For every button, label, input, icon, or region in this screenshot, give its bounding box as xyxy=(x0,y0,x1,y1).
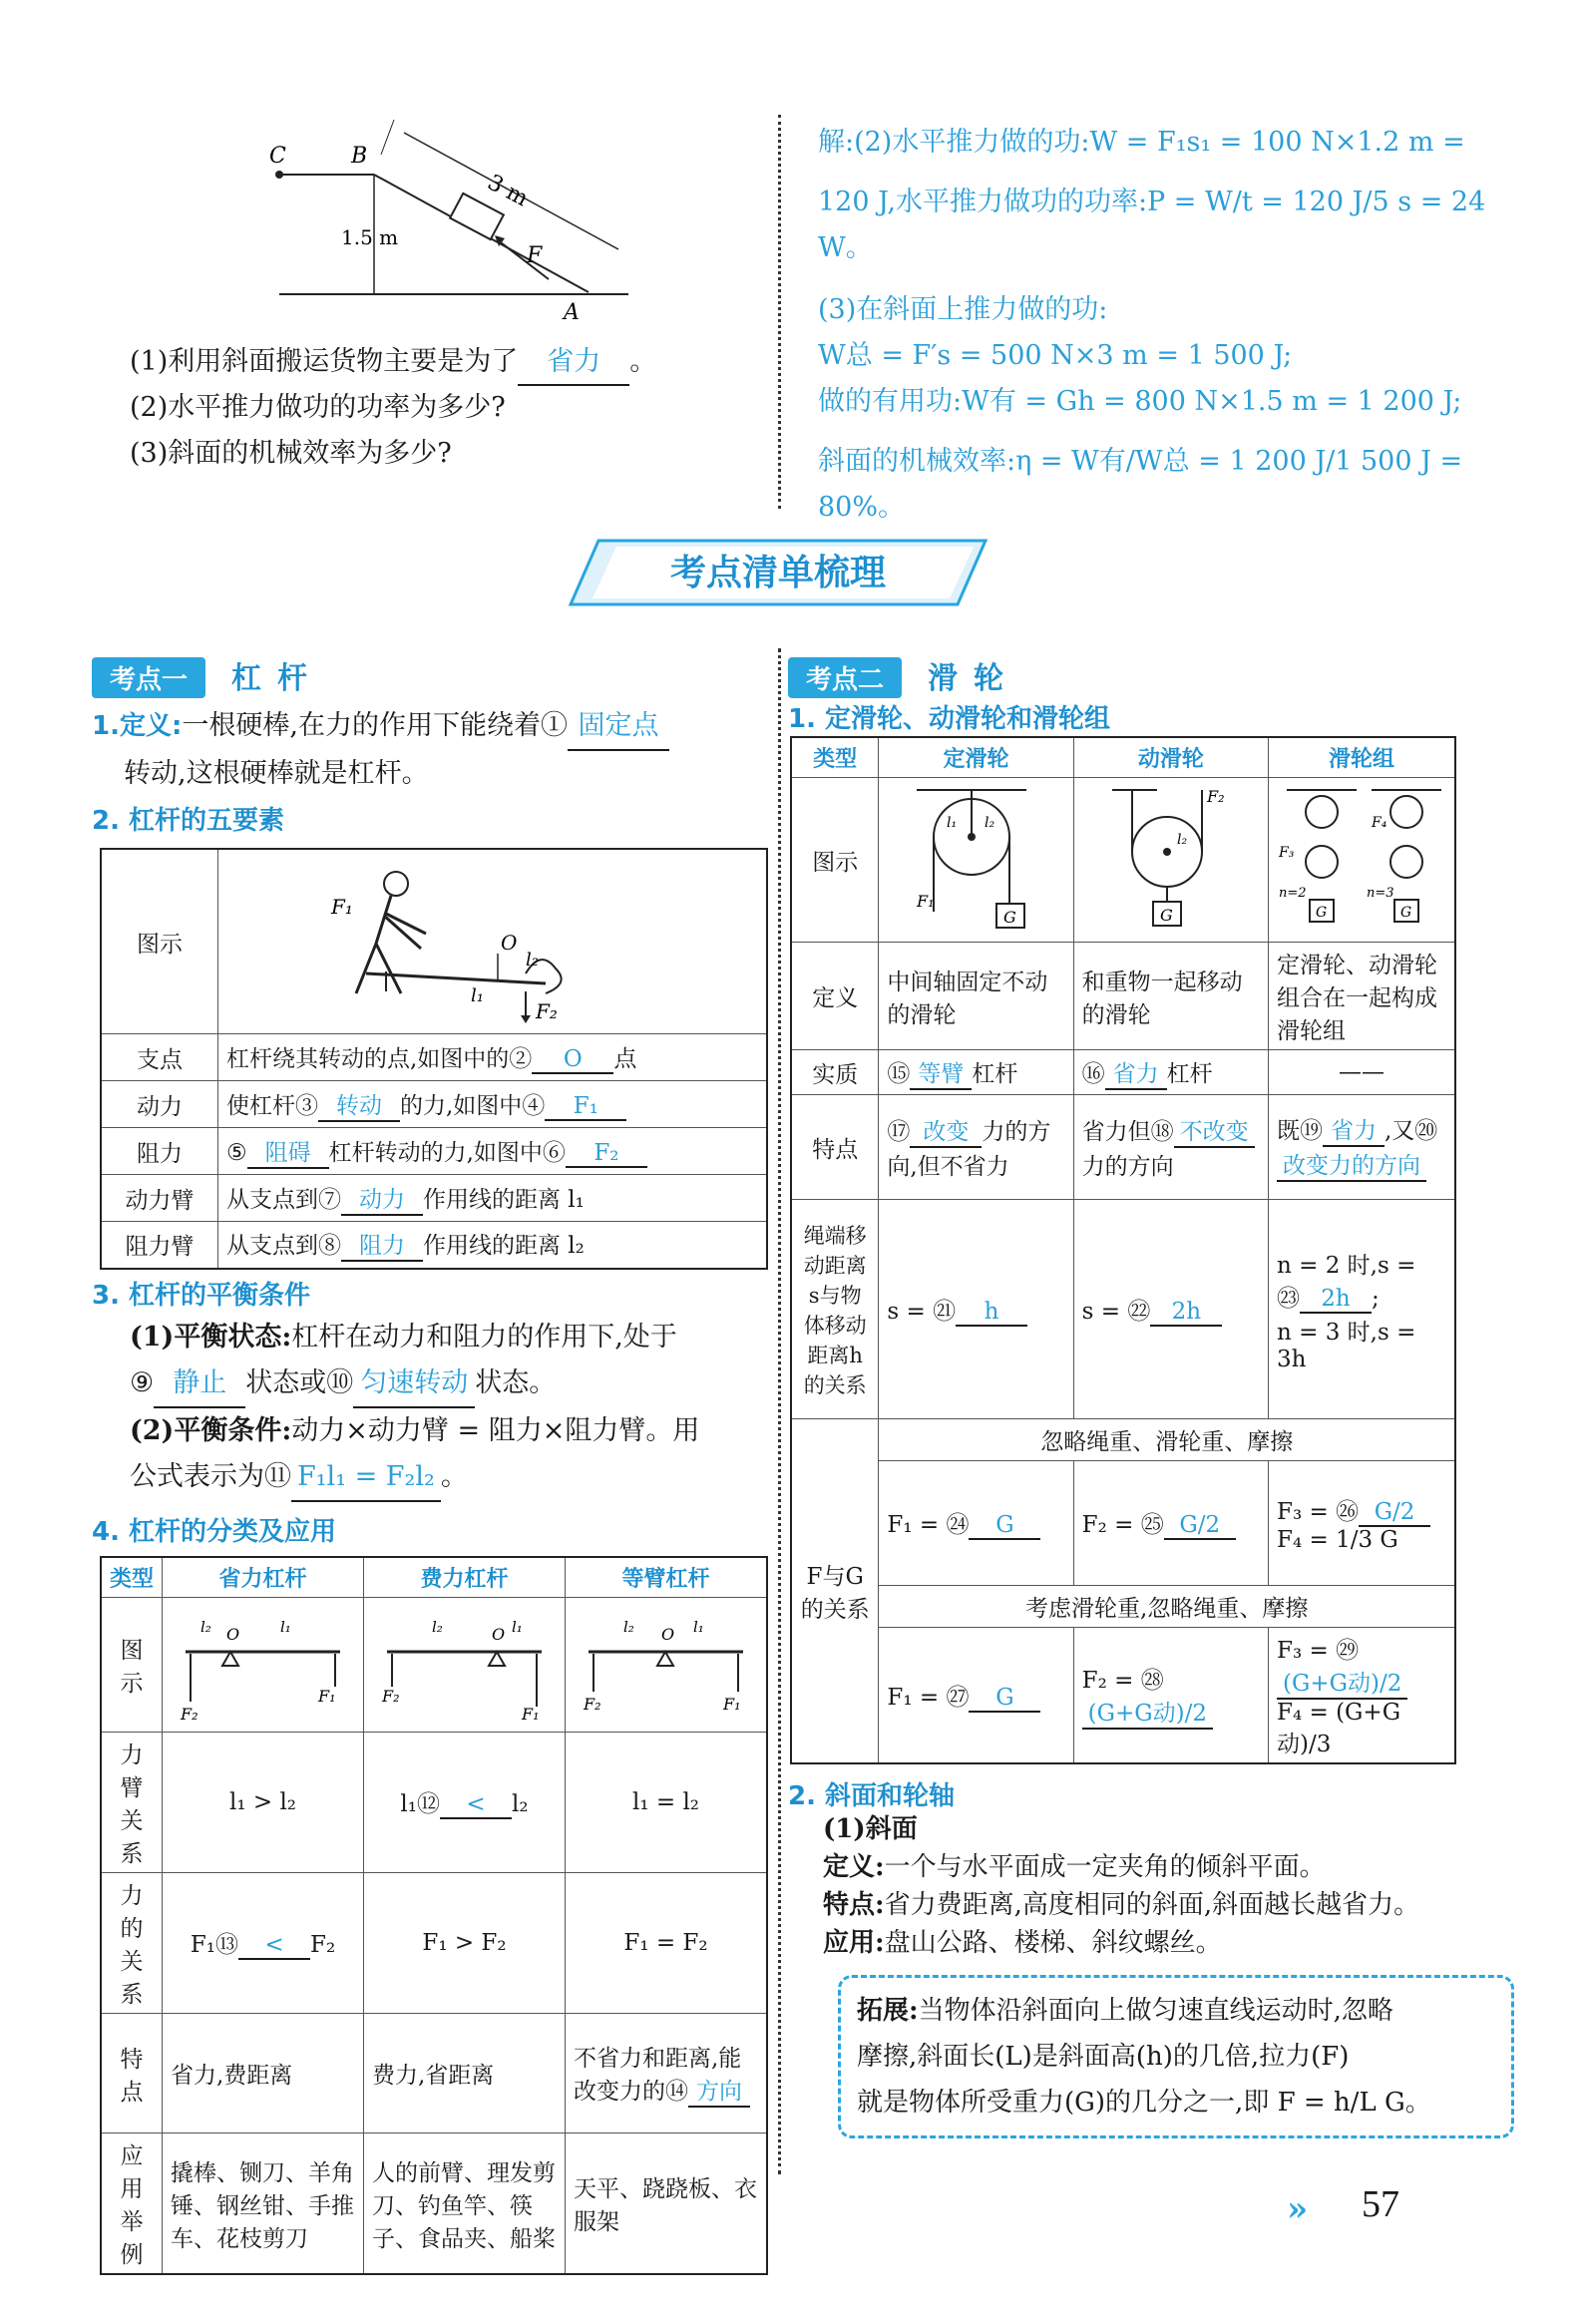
svg-text:F₂: F₂ xyxy=(536,999,558,1023)
svg-text:l₁: l₁ xyxy=(947,815,958,831)
lever-elements-table: 图示 F₁ O l₂ l₁ F₂ 支点 杠杆绕其转动的点,如图中的② O 点 动力 使杠杆③ 转动 的力,如图中④ F₁ 阻力 ⑤ 阻碍 杠杆转动的力,如图中⑥ F₂ 动力臂 从支点到⑦ 动力 作用线的距离 l₁ 阻力臂 从支点到⑧ 阻力 作用线的距离 l₂ xyxy=(100,848,768,1270)
svg-text:F₁: F₁ xyxy=(522,1705,540,1722)
label-force: F xyxy=(527,243,543,268)
lever-class-heading: 4. 杠杆的分类及应用 xyxy=(92,1517,337,1547)
lever-fig-equal xyxy=(574,1602,758,1722)
svg-text:G: G xyxy=(1159,906,1173,925)
row-key-resistance-arm: 阻力臂 xyxy=(101,1222,218,1269)
pulley-table: 类型 定滑轮 动滑轮 滑轮组 图示 G F₁ l₁ l₂ G F₂ l₂ G G n=2 n=3 F₃ F₄ 定义 中间轴固定不动的滑轮 和重物一起移动的滑轮 定滑轮、动滑轮组合在一起构成滑轮组 实质 ⑮ 等臂 杠杆 ⑯ 省力 杠杆 —— 特点 ⑰ 改变 力的方向,但不省力 省力但⑱ 不改变力的方向 既⑲ 省力 ,又⑳改变力的方向 绳端移动距离s与物体移动距离h的关系 s = ㉑ h s = ㉒ 2h n = 2 时,s = ㉓ 2h ; n = 3 时,s = 3h F与G的关系 忽略绳重、滑轮重、摩擦 F₁ = ㉔ G F₂ = ㉕ G/2 F₃ = ㉖ G/2 F₄ = 1/3 G 考虑滑轮重,忽略绳重、摩擦 F₁ = ㉗ G F₂ = ㉘(G+G动)/2 F₃ = ㉙(G+G动)/2 F₄ = (G+G动)/3 xyxy=(790,736,1456,1764)
fig-label: 图示 xyxy=(101,849,218,1034)
solution-line-5: 做的有用功:W有 = Gh = 800 N×1.5 m = 1 200 J; xyxy=(818,386,1462,417)
svg-text:F₂: F₂ xyxy=(1206,787,1225,806)
svg-text:F₃: F₃ xyxy=(1279,845,1295,861)
svg-text:考点清单梳理: 考点清单梳理 xyxy=(669,553,887,593)
solution-line-1: 解:(2)水平推力做的功:W = F₁s₁ = 100 N×1.2 m = xyxy=(818,127,1465,158)
section-2-tag: 考点二 xyxy=(788,657,902,698)
movable-pulley-figure xyxy=(1082,782,1252,932)
svg-text:l₂: l₂ xyxy=(623,1618,634,1636)
incline-axle-heading: 2. 斜面和轮轴 xyxy=(788,1781,956,1811)
solution-line-2: 120 J,水平推力做功的功率:P = W/t = 120 J/5 s = 24 W。 xyxy=(818,187,1486,263)
pulley-block-figure xyxy=(1277,782,1446,932)
question-3: (3)斜面的机械效率为多少? xyxy=(130,438,452,469)
svg-text:l₁: l₁ xyxy=(512,1618,523,1636)
incline-block: (1)斜面 定义:一个与水平面成一定夹角的倾斜平面。 特点:省力费距离,高度相同的斜面,斜面越长越省力。 应用:盘山公路、楼梯、斜纹螺丝。 xyxy=(823,1814,1420,1958)
svg-text:l₁: l₁ xyxy=(693,1618,704,1636)
section-banner xyxy=(569,537,988,608)
balance-block: (1)平衡状态:杠杆在动力和阻力的作用下,处于 ⑨ 静止 状态或⑩ 匀速转动 状态。 (2)平衡条件:动力×动力臂 = 阻力×阻力臂。用 公式表示为⑪ F₁l₁ = F₂l₂ 。 xyxy=(130,1315,778,1502)
row-key-effort-arm: 动力臂 xyxy=(101,1175,218,1222)
svg-text:F₁: F₁ xyxy=(917,892,935,911)
next-arrow-icon: » xyxy=(1287,2189,1309,2229)
middle-divider xyxy=(778,648,781,2174)
row-key-pivot: 支点 xyxy=(101,1034,218,1081)
label-height: 1.5 m xyxy=(341,225,399,249)
svg-text:l₂: l₂ xyxy=(1176,832,1187,848)
q1-answer: 省力 xyxy=(518,339,629,386)
section-1-tag: 考点一 xyxy=(92,657,205,698)
svg-text:O: O xyxy=(661,1625,675,1644)
solution-line-3: (3)在斜面上推力做的功: xyxy=(818,294,1108,325)
svg-text:l₁: l₁ xyxy=(280,1618,291,1636)
top-divider xyxy=(778,115,781,509)
svg-text:F₄: F₄ xyxy=(1372,815,1387,831)
svg-text:l₂: l₂ xyxy=(985,815,995,831)
lever-fig-saving xyxy=(171,1602,355,1722)
row-key-effort: 动力 xyxy=(101,1081,218,1128)
lever-class-table: 类型 省力杠杆 费力杠杆 等臂杠杆 图示 F₂ F₁ O l₂ l₁ F₂ F₁ O l₂ l₁ F₂ F₁ O l₂ l₁ 力臂关系 l₁ > l₂ l₁⑫ < l₂ l₁ = l₂ 力的关系 F₁⑬ < F₂ F₁ > F₂ F₁ = F₂ 特点 省力,费距离 费力,省距离 不省力和距离,能改变力的⑭ 方向 应用举例 撬棒、铡刀、羊角锤、钢丝钳、手推车、花枝剪刀 人的前臂、理发剪刀、钓鱼竿、筷子、食品夹、船桨 天平、跷跷板、衣服架 xyxy=(100,1556,768,2275)
section-2-header xyxy=(788,653,1466,698)
svg-text:l₂: l₂ xyxy=(200,1618,211,1636)
balance-heading: 3. 杠杆的平衡条件 xyxy=(92,1281,311,1311)
extension-box: 拓展:当物体沿斜面向上做匀速直线运动时,忽略 摩擦,斜面长(L)是斜面高(h)的几倍,拉力(F) 就是物体所受重力(G)的几分之一,即 F = h/L G。 xyxy=(838,1975,1514,2138)
pulling-figure xyxy=(226,854,755,1023)
svg-text:F₂: F₂ xyxy=(382,1687,400,1706)
svg-text:F₂: F₂ xyxy=(181,1705,198,1722)
row-key-resistance: 阻力 xyxy=(101,1128,218,1175)
question-2: (2)水平推力做功的功率为多少? xyxy=(130,392,506,423)
label-a: A xyxy=(564,300,580,325)
svg-text:O: O xyxy=(492,1625,506,1644)
svg-text:l₂: l₂ xyxy=(432,1618,443,1636)
question-1: (1)利用斜面搬运货物主要是为了 省力 。 xyxy=(130,339,656,386)
solution-line-4: W总 = F′s = 500 N×3 m = 1 500 J; xyxy=(818,340,1293,371)
section-2-title: 滑轮 xyxy=(928,661,1020,696)
svg-text:G: G xyxy=(1316,905,1328,921)
svg-text:n=3: n=3 xyxy=(1367,886,1394,901)
pulley-heading: 1. 定滑轮、动滑轮和滑轮组 xyxy=(788,704,1111,734)
lever-fig-costing xyxy=(372,1602,557,1722)
svg-text:l₁: l₁ xyxy=(471,985,484,1006)
label-c: C xyxy=(269,144,286,169)
lever-five-elements-heading: 2. 杠杆的五要素 xyxy=(92,806,285,836)
svg-text:F₁: F₁ xyxy=(723,1695,741,1714)
svg-text:O: O xyxy=(226,1625,240,1644)
section-1-title: 杠杆 xyxy=(231,661,324,696)
incline-figure xyxy=(259,115,638,344)
page-number: 57 xyxy=(1362,2183,1399,2225)
solution-block xyxy=(818,120,1536,531)
fixed-pulley-figure xyxy=(887,782,1056,932)
svg-text:O: O xyxy=(501,931,518,955)
fig-f1: F₁ xyxy=(331,895,353,919)
svg-text:G: G xyxy=(1400,905,1412,921)
label-b: B xyxy=(351,144,368,169)
svg-text:G: G xyxy=(1003,908,1017,927)
svg-text:F₁: F₁ xyxy=(318,1687,336,1706)
section-1-header xyxy=(92,653,760,698)
svg-text:F₂: F₂ xyxy=(584,1695,601,1714)
svg-text:n=2: n=2 xyxy=(1279,886,1307,901)
solution-line-6: 斜面的机械效率:η = W有/W总 = 1 200 J/1 500 J = 80%。 xyxy=(818,446,1463,523)
svg-text:l₂: l₂ xyxy=(526,950,539,970)
lever-definition: 1.定义:一根硬棒,在力的作用下能绕着① 固定点 转动,这根硬棒就是杠杆。 xyxy=(92,703,770,797)
label-length: 3 m xyxy=(483,170,533,212)
